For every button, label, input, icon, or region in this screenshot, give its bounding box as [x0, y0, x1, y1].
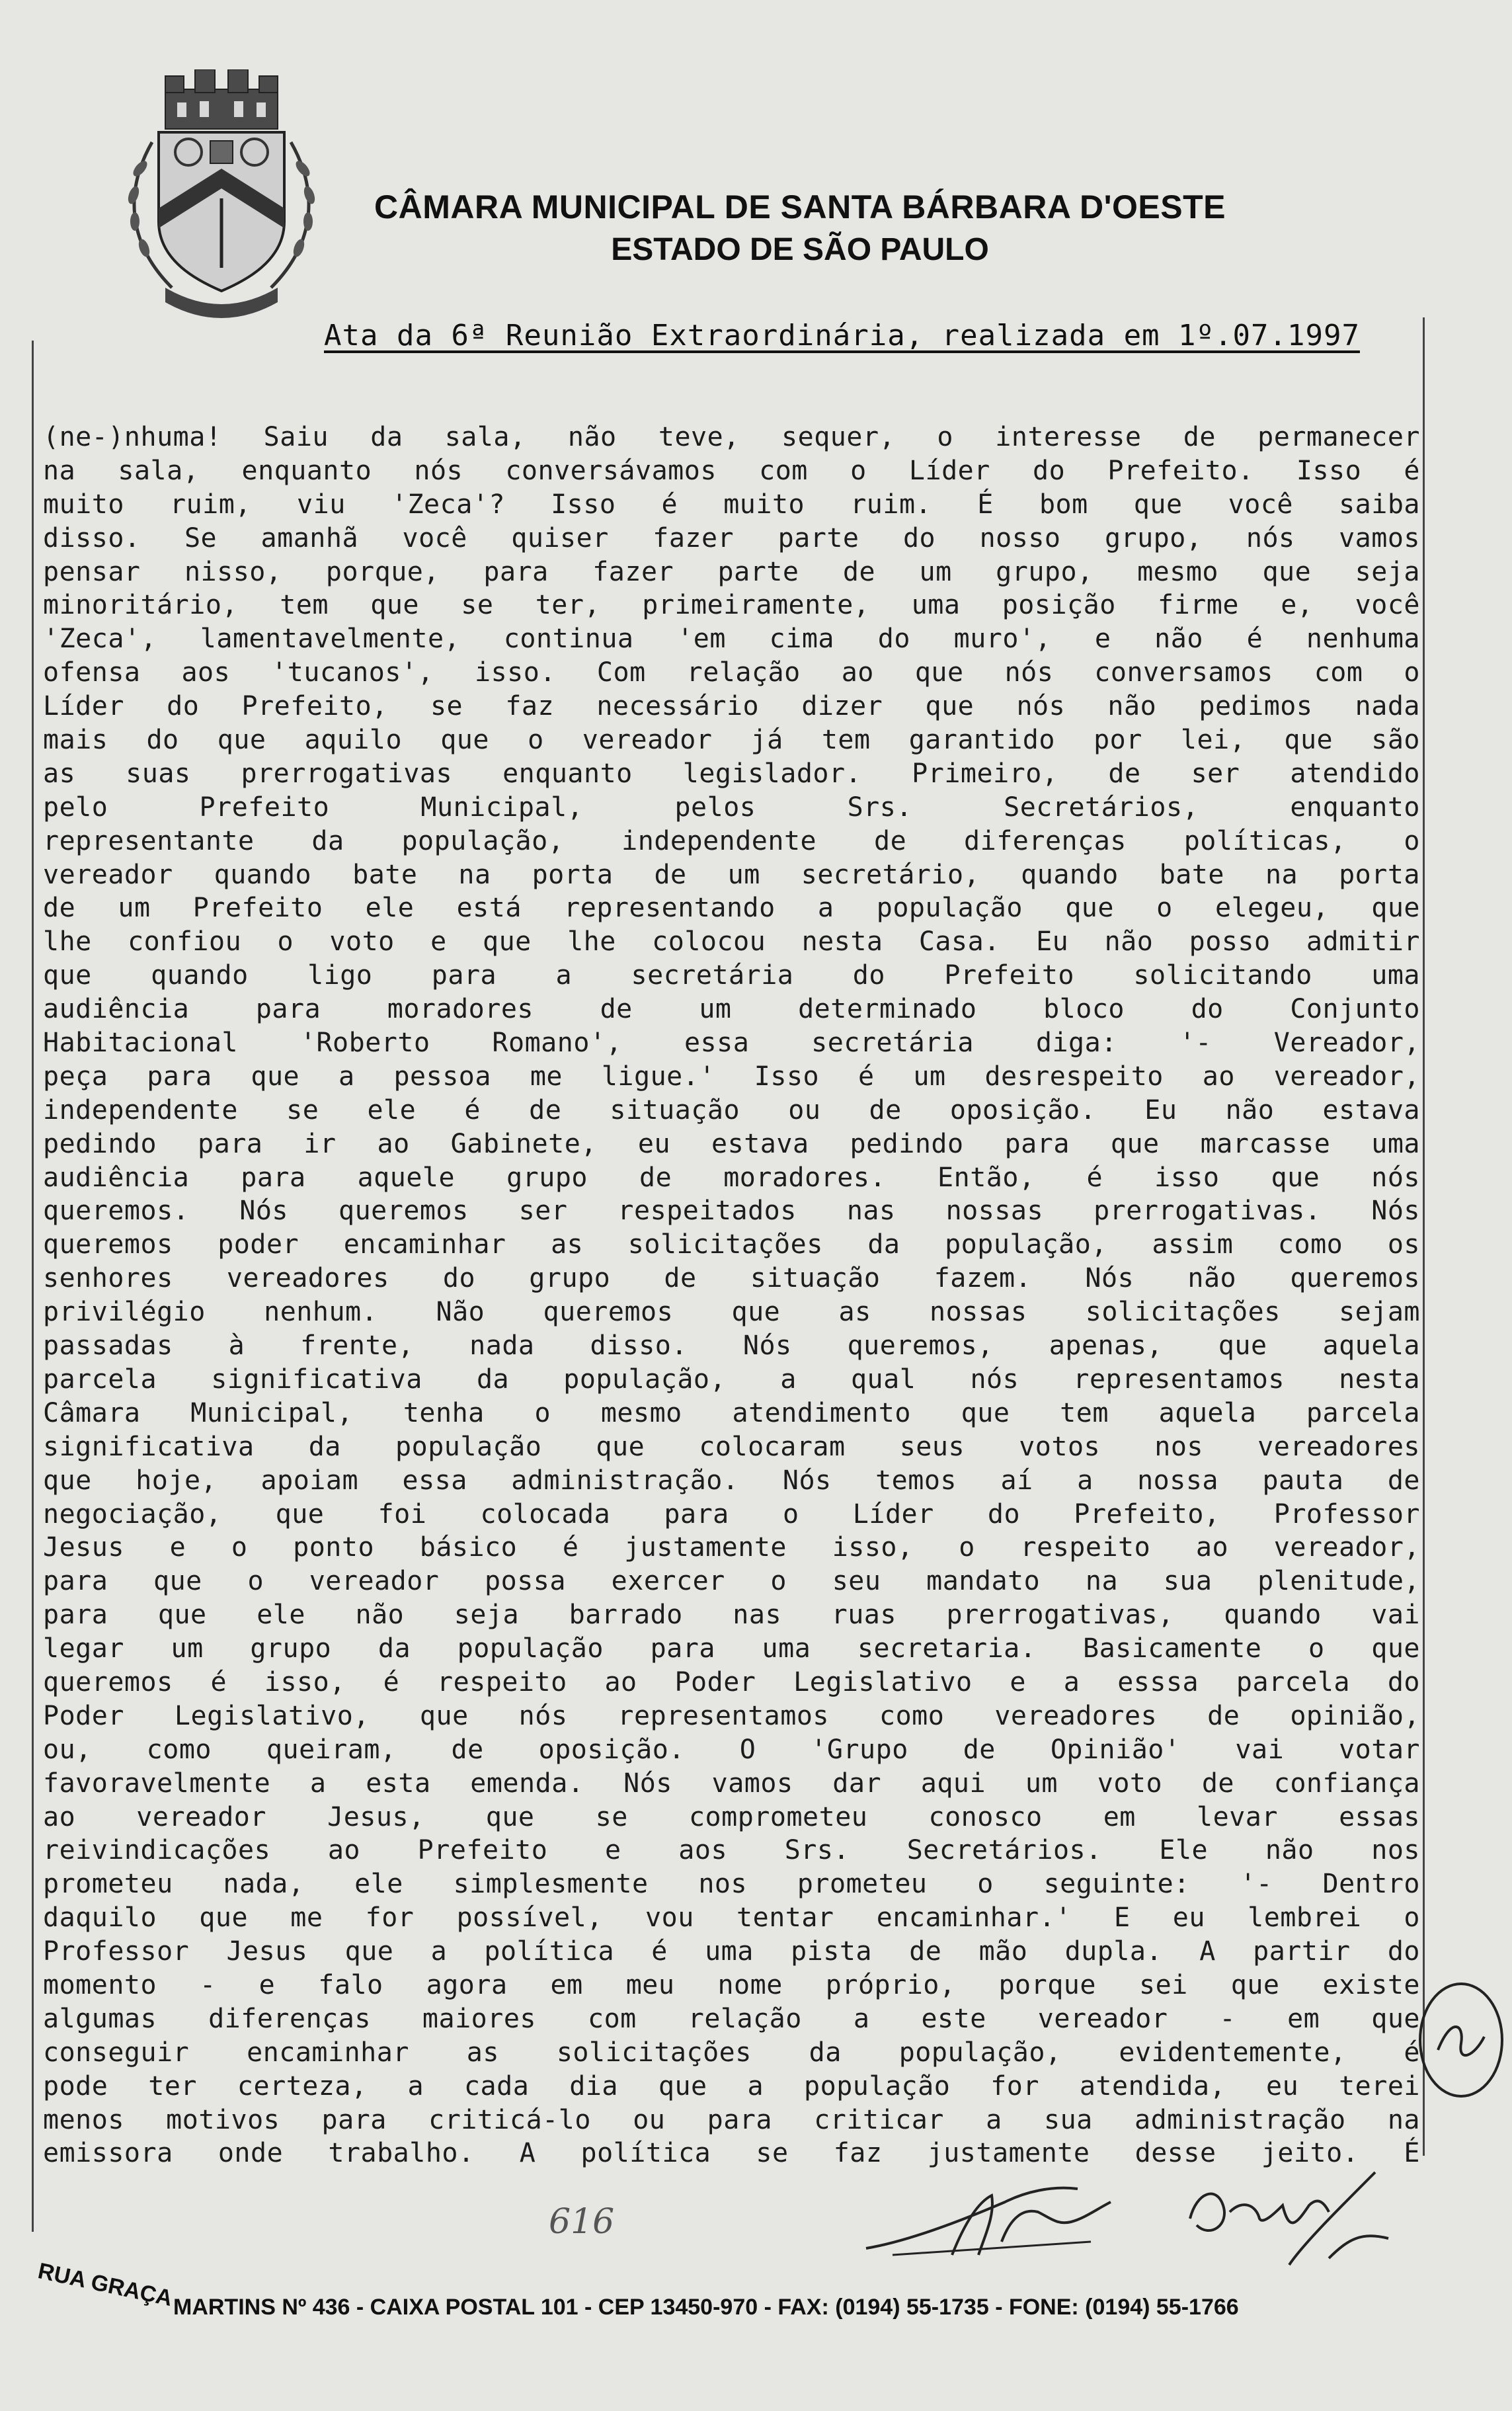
letterhead: [370, 185, 1230, 271]
text-line: Poder Legislativo, que nós representamos como vereadores de opinião,: [43, 1700, 1420, 1731]
text-line: para que o vereador possa exercer o seu mandato na sua plenitude,: [43, 1566, 1420, 1597]
text-line: daquilo que me for possível, vou tentar encaminhar.' E eu lembrei o: [43, 1902, 1420, 1934]
text-line: algumas diferenças maiores com relação a este vereador - em que: [43, 2003, 1420, 2034]
text-line: Jesus e o ponto básico é justamente isso, o respeito ao vereador,: [43, 1532, 1420, 1563]
text-line: passadas à frente, nada disso. Nós queremos, apenas, que aquela: [43, 1330, 1420, 1362]
text-line: que quando ligo para a secretária do Prefeito solicitando uma: [43, 960, 1420, 991]
text-line: minoritário, tem que se ter, primeiramente, uma posição firme e, você: [43, 590, 1420, 621]
text-line: Professor Jesus que a política é uma pista de mão dupla. A partir do: [43, 1936, 1420, 1967]
text-line: 'Zeca', lamentavelmente, continua 'em cima do muro', e não é nenhuma: [43, 624, 1420, 655]
text-line: favoravelmente a esta emenda. Nós vamos dar aqui um voto de confiança: [43, 1768, 1420, 1799]
text-line: parcela significativa da população, a qual nós representamos nesta: [43, 1364, 1420, 1395]
text-line: independente se ele é de situação ou de oposição. Eu não estava: [43, 1094, 1420, 1125]
right-margin-rule: [1423, 317, 1425, 2156]
text-line: as suas prerrogativas enquanto legislador. Primeiro, de ser atendido: [43, 758, 1420, 789]
text-line: mais do que aquilo que o vereador já tem garantido por lei, que são: [43, 725, 1420, 756]
signature-2: [1177, 2159, 1415, 2271]
text-line: que hoje, apoiam essa administração. Nós temos aí a nossa pauta de: [43, 1465, 1420, 1496]
text-line: privilégio nenhum. Não queremos que as nossas solicitações sejam: [43, 1297, 1420, 1328]
text-line: pensar nisso, porque, para fazer parte de um grupo, mesmo que seja: [43, 556, 1420, 587]
text-line: conseguir encaminhar as solicitações da população, evidentemente, é: [43, 2037, 1420, 2068]
left-margin-rule: [32, 341, 34, 2232]
text-line: muito ruim, viu 'Zeca'? Isso é muito ruim. É bom que você saiba: [43, 489, 1420, 520]
text-line: ofensa aos 'tucanos', isso. Com relação ao que nós conversamos com o: [43, 657, 1420, 688]
text-line: de um Prefeito ele está representando a população que o elegeu, que: [43, 893, 1420, 924]
text-line: audiência para moradores de um determinado bloco do Conjunto: [43, 994, 1420, 1025]
text-line: na sala, enquanto nós conversávamos com o Líder do Prefeito. Isso é: [43, 455, 1420, 486]
text-line: vereador quando bate na porta de um secretário, quando bate na porta: [43, 859, 1420, 890]
text-line: lhe confiou o voto e que lhe colocou nesta Casa. Eu não posso admitir: [43, 926, 1420, 958]
text-line: negociação, que foi colocada para o Líder do Prefeito, Professor: [43, 1498, 1420, 1530]
text-line: senhores vereadores do grupo de situação fazem. Nós não queremos: [43, 1263, 1420, 1294]
footer-street: RUA GRAÇA: [36, 2258, 175, 2312]
text-line: significativa da população que colocaram seus votos nos vereadores: [43, 1431, 1420, 1462]
text-line: momento - e falo agora em meu nome próprio, porque sei que existe: [43, 1969, 1420, 2000]
text-line: reivindicações ao Prefeito e aos Srs. Secretários. Ele não nos: [43, 1835, 1420, 1866]
institution-name: CÂMARA MUNICIPAL DE SANTA BÁRBARA D'OESTE: [374, 188, 1226, 225]
text-line: emissora onde trabalho. A política se faz justamente desse jeito. É: [43, 2138, 1420, 2169]
minutes-title: Ata da 6ª Reunião Extraordinária, realizada em 1º.07.1997: [324, 319, 1360, 352]
text-line: pode ter certeza, a cada dia que a população for atendida, eu terei: [43, 2070, 1420, 2102]
text-line: para que ele não seja barrado nas ruas prerrogativas, quando vai: [43, 1600, 1420, 1631]
text-line: Habitacional 'Roberto Romano', essa secretária diga: '- Vereador,: [43, 1028, 1420, 1059]
text-line: representante da população, independente de diferenças políticas, o: [43, 825, 1420, 856]
text-line: pelo Prefeito Municipal, pelos Srs. Secretários, enquanto: [43, 792, 1420, 823]
state-name: ESTADO DE SÃO PAULO: [611, 232, 989, 267]
text-line: queremos poder encaminhar as solicitações da população, assim como os: [43, 1229, 1420, 1260]
text-line: menos motivos para criticá-lo ou para criticar a sua administração na: [43, 2104, 1420, 2135]
coat-of-arms-icon: [112, 69, 331, 321]
page-number: 616: [549, 2202, 615, 2242]
text-line: peça para que a pessoa me ligue.' Isso é um desrespeito ao vereador,: [43, 1061, 1420, 1092]
text-line: Líder do Prefeito, se faz necessário dizer que nós não pedimos nada: [43, 691, 1420, 722]
text-line: queremos. Nós queremos ser respeitados nas nossas prerrogativas. Nós: [43, 1196, 1420, 1227]
minutes-body: [43, 421, 1420, 2170]
signature-1: [853, 2162, 1131, 2268]
text-line: ao vereador Jesus, que se comprometeu conosco em levar essas: [43, 1801, 1420, 1832]
text-line: (ne-)nhuma! Saiu da sala, não teve, sequer, o interesse de permanecer: [43, 422, 1420, 452]
text-line: ou, como queiram, de oposição. O 'Grupo de Opinião' vai votar: [43, 1734, 1420, 1765]
text-line: prometeu nada, ele simplesmente nos prometeu o seguinte: '- Dentro: [43, 1869, 1420, 1900]
footer-address: [36, 2258, 1443, 2331]
text-line: disso. Se amanhã você quiser fazer parte do nosso grupo, nós vamos: [43, 522, 1420, 553]
text-line: queremos é isso, é respeito ao Poder Legislativo e a esssa parcela do: [43, 1666, 1420, 1697]
initials-stamp: [1412, 1977, 1511, 2103]
text-line: audiência para aquele grupo de moradores. Então, é isso que nós: [43, 1162, 1420, 1193]
text-line: legar um grupo da população para uma secretaria. Basicamente o que: [43, 1633, 1420, 1664]
text-line: pedindo para ir ao Gabinete, eu estava pedindo para que marcasse uma: [43, 1128, 1420, 1159]
footer-contact: MARTINS Nº 436 - CAIXA POSTAL 101 - CEP 13450-970 - FAX: (0194) 55-1735 - FONE: (0194) 55-1766: [173, 2295, 1239, 2320]
text-line: Câmara Municipal, tenha o mesmo atendimento que tem aquela parcela: [43, 1397, 1420, 1428]
